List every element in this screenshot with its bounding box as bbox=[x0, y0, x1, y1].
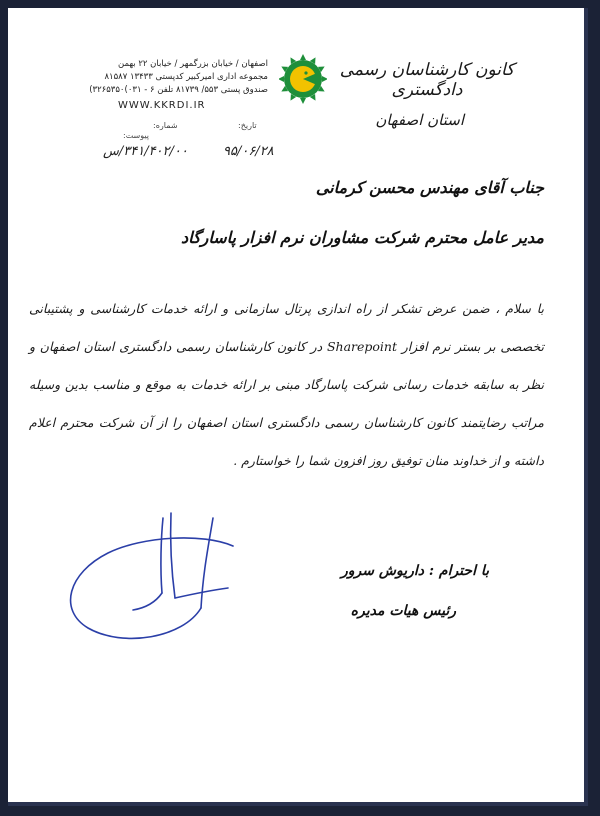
address-line: صندوق پستی ۵۵۳/ ۸۱۷۳۹ تلفن ۶ - ۰۳۱)۳۲۶۵۳۵۰) bbox=[89, 85, 268, 95]
closing-signatory: با احترام : داریوش سرور bbox=[341, 563, 489, 579]
attachment-label: پیوست: bbox=[123, 131, 150, 140]
organization-logo-icon bbox=[279, 53, 327, 105]
organization-province: استان اصفهان bbox=[375, 111, 464, 129]
address-line: اصفهان / خیابان بزرگمهر / خیابان ۲۲ بهمن bbox=[117, 59, 268, 69]
letter-number: ۳۴۱/۴۰۲/۰۰/س bbox=[103, 144, 188, 159]
date-label: تاریخ: bbox=[238, 121, 257, 130]
organization-name: کانون کارشناسان رسمی دادگستری bbox=[339, 60, 515, 100]
letter-body: با سلام ، ضمن عرض تشکر از راه اندازی پرتال سازمانی و ارائه خدمات کارشناسی و پشتیبانی تخصصی بر بستر نرم افزار Sharepoint در کانون کارشناسان رسمی دادگستری استان اصفهان و نظر به سابقه خدمات رسانی شرکت پاسارگاد مبنی بر ارائه خدمات به موقع و مناسب بدین وسیله مراتب رضایتمند کانون کارشناسان رسمی دادگستری استان اصفهان را از آن شرکت محترم اعلام داشته و از خداوند منان توفیق روز افزون شما را خواستارم . bbox=[29, 301, 544, 468]
addressee: مدیر عامل محترم شرکت مشاوران نرم افزار پاسارگاد bbox=[181, 228, 544, 247]
address-line: مجموعه اداری امیرکبیر کدپستی ۱۳۴۳۳ ۸۱۵۸۷ bbox=[104, 72, 268, 82]
organization-address bbox=[68, 58, 268, 97]
organization-website: WWW.KKRDI.IR bbox=[118, 100, 206, 111]
handwritten-signature bbox=[63, 498, 253, 648]
closing-title: رئیس هیات مدیره bbox=[350, 603, 456, 619]
salutation: جناب آقای مهندس محسن کرمانی bbox=[315, 178, 544, 197]
letter-date: ۹۵/۰۶/۲۸ bbox=[223, 144, 274, 159]
letter-page bbox=[8, 8, 588, 806]
number-label: شماره: bbox=[153, 121, 178, 130]
